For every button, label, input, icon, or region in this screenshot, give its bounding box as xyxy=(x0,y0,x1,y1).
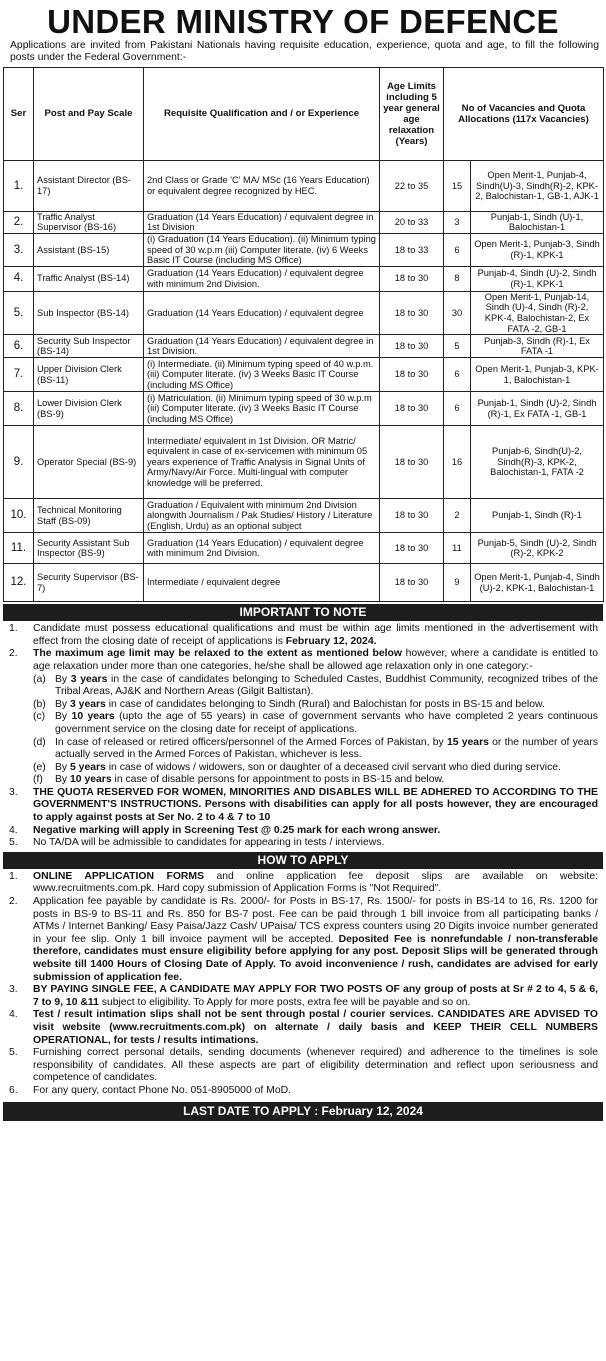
table-row xyxy=(4,358,604,392)
note-subitem: (d) In case of released or retired officers/personnel of the Armed Forces of Pakistan, by 15 years or the number of years actually served in the Armed Forces of Pakistan, whichever is less. xyxy=(33,736,598,761)
row-vacancy-count: 8 xyxy=(444,266,471,291)
row-serial: 4. xyxy=(4,266,34,291)
note-item: 2. The maximum age limit may be relaxed to the extent as mentioned below however, where a candidate is entitled to age relaxation under more than one categories, he/she shall be allowed age relaxation only in one category:- xyxy=(9,648,599,672)
row-vacancy-count: 2 xyxy=(444,499,471,533)
row-vacancy-count: 11 xyxy=(444,533,471,564)
note-subitem: (a) By 3 years in the case of candidates belonging to Scheduled Castes, Buddhist Community, recognized tribes of the Tribal Areas, AJ&K and Northern Areas (Gilgit Baltistan). xyxy=(33,673,599,698)
apply-item: 6. For any query, contact Phone No. 051-8905000 of MoD. xyxy=(9,1084,291,1096)
how-to-apply-header: HOW TO APPLY xyxy=(3,852,603,869)
row-post: Traffic Analyst (BS-14) xyxy=(34,266,144,291)
header-vacancies: No of Vacancies and Quota Allocations (117x Vacancies) xyxy=(444,67,604,160)
row-post: Lower Division Clerk (BS-9) xyxy=(34,392,144,426)
row-age-limit: 18 to 30 xyxy=(380,266,444,291)
row-vacancy-count: 5 xyxy=(444,335,471,358)
how-to-apply-list xyxy=(3,869,603,1100)
apply-item: 4. Test / result intimation slips shall not be sent through postal / courier services. CANDIDATES ARE ADVISED TO visit website (www.recruitments.com.pk) on alternate / daily basis and KEEP THEIR CELL NUMBERS OPERATIONAL, for tests / results intimations. xyxy=(9,1009,598,1046)
table-row xyxy=(4,564,604,602)
apply-item: 1. ONLINE APPLICATION FORMS and online application fee deposit slips are available on website: www.recruitments.com.pk. Hard copy submission of Application Forms is "Not Required". xyxy=(9,870,598,895)
row-post: Operator Special (BS-9) xyxy=(34,426,144,499)
row-age-limit: 18 to 30 xyxy=(380,335,444,358)
row-quota: Open Merit-1, Punjab-14, Sindh (U)-4, Sindh (R)-2, KPK-4, Balochistan-2, Ex FATA -2, GB-1 xyxy=(471,291,604,334)
table-row xyxy=(4,499,604,533)
row-quota: Open Merit-1, Punjab-3, Sindh (R)-1, KPK-1 xyxy=(471,234,604,267)
page-title: UNDER MINISTRY OF DEFENCE xyxy=(47,3,559,40)
row-vacancy-count: 30 xyxy=(444,291,471,334)
row-age-limit: 20 to 33 xyxy=(380,211,444,233)
apply-item: 2. Application fee payable by candidate is Rs. 2000/- for Posts in BS-17, Rs. 1500/- for posts in BS-14 to 16, Rs. 1200 for posts in BS-9 to BS-11 and Rs. 850 for BS-7 post. Fee can be paid through 1 bill invoice from all participating banks / ATMs / Internet Banking/ Easy Paisa/Jazz Cash/ UPaisa/ TCS express counters using 20 Digits invoice number generated in your fee slip. Only 1 bill invoice payment will be accepted. Deposited Fee is nonrefundable / non-transferable therefore, candidates must ensure eligibility before applying for any post. Deposit Slips will be generated through website till 1400 Hours of Closing Date of Apply. To avoid inconvenience / rush, candidates are advised for early submission of application fee. xyxy=(9,896,598,983)
row-post: Traffic Analyst Supervisor (BS-16) xyxy=(34,211,144,233)
row-quota: Open Merit-1, Punjab-3, KPK-1, Balochistan-1 xyxy=(471,358,604,392)
vacancies-table xyxy=(3,67,604,602)
row-serial: 3. xyxy=(4,234,34,267)
row-serial: 12. xyxy=(4,564,34,602)
row-post: Security Sub Inspector (BS-14) xyxy=(34,335,144,358)
important-header: IMPORTANT TO NOTE xyxy=(3,604,603,621)
note-item: 3. THE QUOTA RESERVED FOR WOMEN, MINORITIES AND DISABLES WILL BE ADHERED TO ACCORDING TO THE GOVERNMENT'S INSTRUCTIONS. Persons with disabilities can apply for all posts however, they are encouraged to apply against posts at Ser No. 2 to 4 & 7 to 10 xyxy=(9,786,598,824)
row-serial: 1. xyxy=(4,160,34,211)
note-subitem: (c) By 10 years (upto the age of 55 years) in case of government servants who have completed 2 years continuous government service on the closing date for receipt of applications. xyxy=(33,711,599,735)
row-serial: 6. xyxy=(4,335,34,358)
table-header-row xyxy=(4,67,604,160)
row-qualification: Graduation (14 Years Education) / equivalent degree with minimum 2nd Division. xyxy=(144,266,380,291)
row-vacancy-count: 16 xyxy=(444,426,471,499)
row-age-limit: 18 to 30 xyxy=(380,392,444,426)
row-serial: 5. xyxy=(4,291,34,334)
row-quota: Punjab-1, Sindh (R)-1 xyxy=(471,499,604,533)
intro-text: Applications are invited from Pakistani Nationals having requisite education, experience, quota and age, to fill the following posts under the Federal Government:- xyxy=(10,40,599,64)
important-notes xyxy=(3,621,603,852)
row-qualification: Graduation (14 Years Education) / equivalent degree in 1st Division xyxy=(144,211,380,233)
row-serial: 11. xyxy=(4,533,34,564)
last-date-banner: LAST DATE TO APPLY : February 12, 2024 xyxy=(3,1102,603,1121)
row-qualification: Intermediate / equivalent degree xyxy=(144,564,380,602)
row-quota: Punjab-1, Sindh (U)-1, Balochistan-1 xyxy=(471,211,604,233)
row-serial: 9. xyxy=(4,426,34,499)
row-qualification: Graduation / Equivalent with minimum 2nd Division alongwith Journalism / Pak Studies/ History / Literature (English, Urdu) as an optional subject xyxy=(144,499,380,533)
table-row xyxy=(4,211,604,233)
row-age-limit: 18 to 30 xyxy=(380,564,444,602)
row-qualification: 2nd Class or Grade 'C' MA/ MSc (16 Years Education) or equivalent degree recognized by HEC. xyxy=(144,160,380,211)
row-post: Assistant Director (BS-17) xyxy=(34,160,144,211)
header-post: Post and Pay Scale xyxy=(34,67,144,160)
row-serial: 8. xyxy=(4,392,34,426)
header-qualification: Requisite Qualification and / or Experience xyxy=(144,67,380,160)
note-item: 4. Negative marking will apply in Screening Test @ 0.25 mark for each wrong answer. xyxy=(9,824,441,836)
row-quota: Punjab-3, Sindh (R)-1, Ex FATA -1 xyxy=(471,335,604,358)
note-subitem: (f) By 10 years in case of disable persons for appointment to posts in BS-15 and below. xyxy=(33,774,445,786)
row-age-limit: 18 to 33 xyxy=(380,234,444,267)
row-quota: Open Merit-1, Punjab-4, Sindh(U)-3, Sindh(R)-2, KPK-2, Balochistan-1, GB-1, AJK-1 xyxy=(471,160,604,211)
row-vacancy-count: 3 xyxy=(444,211,471,233)
note-subitem: (e) By 5 years in case of widows / widowers, son or daughter of a deceased civil servant who died during service. xyxy=(33,761,561,773)
row-age-limit: 18 to 30 xyxy=(380,426,444,499)
table-row xyxy=(4,291,604,334)
table-row xyxy=(4,392,604,426)
header-ser: Ser xyxy=(4,67,34,160)
header-age: Age Limits including 5 year general age relaxation (Years) xyxy=(380,67,444,160)
row-post: Upper Division Clerk (BS-11) xyxy=(34,358,144,392)
row-age-limit: 18 to 30 xyxy=(380,291,444,334)
row-qualification: Intermediate/ equivalent in 1st Division. OR Matric/ equivalent in case of ex-servicemen with minimum 05 years experience of Traffic Analysis in Signal Units of Army/Navy/Air Force. Multi-lingual with computer knowledge will be preferred. xyxy=(144,426,380,499)
row-qualification: Graduation (14 Years Education) / equivalent degree xyxy=(144,291,380,334)
row-serial: 7. xyxy=(4,358,34,392)
row-age-limit: 18 to 30 xyxy=(380,358,444,392)
row-quota: Punjab-4, Sindh (U)-2, Sindh (R)-1, KPK-1 xyxy=(471,266,604,291)
note-item: 1. Candidate must possess educational qualifications and must be within age limits mentioned in the advertisement with effect from the closing date of receipt of applications is February 12, 2024. xyxy=(9,623,598,647)
row-post: Security Assistant Sub Inspector (BS-9) xyxy=(34,533,144,564)
row-serial: 10. xyxy=(4,499,34,533)
row-qualification: Graduation (14 Years Education) / equivalent degree with minimum 2nd Division. xyxy=(144,533,380,564)
row-vacancy-count: 9 xyxy=(444,564,471,602)
row-vacancy-count: 6 xyxy=(444,392,471,426)
row-qualification: (i) Graduation (14 Years Education). (ii) Minimum typing speed of 30 w.p.m (iii) Computer literate. (iv) 6 Weeks Basic IT Course (including MS Office) xyxy=(144,234,380,267)
note-subitem: (b) By 3 years in case of candidates belonging to Sindh (Rural) and Balochistan for posts in BS-15 and below. xyxy=(33,698,545,710)
row-post: Assistant (BS-15) xyxy=(34,234,144,267)
row-serial: 2. xyxy=(4,211,34,233)
row-quota: Punjab-1, Sindh (U)-2, Sindh (R)-1, Ex FATA -1, GB-1 xyxy=(471,392,604,426)
table-row xyxy=(4,160,604,211)
row-qualification: Graduation (14 Years Education) / equivalent degree in 1st Division. xyxy=(144,335,380,358)
row-post: Sub Inspector (BS-14) xyxy=(34,291,144,334)
apply-item: 5. Furnishing correct personal details, sending documents (whenever required) and adherence to the timelines is sole responsibility of candidates. All these aspects are part of eligibility determination and reflect upon seriousness and competence of candidates. xyxy=(9,1047,598,1084)
row-vacancy-count: 6 xyxy=(444,358,471,392)
row-vacancy-count: 6 xyxy=(444,234,471,267)
row-quota: Punjab-5, Sindh (U)-2, Sindh (R)-2, KPK-2 xyxy=(471,533,604,564)
row-age-limit: 18 to 30 xyxy=(380,533,444,564)
table-row xyxy=(4,533,604,564)
row-quota: Punjab-6, Sindh(U)-2, Sindh(R)-3, KPK-2, Balochistan-1, FATA -2 xyxy=(471,426,604,499)
row-post: Security Supervisor (BS-7) xyxy=(34,564,144,602)
row-quota: Open Merit-1, Punjab-4, Sindh (U)-2, KPK-1, Balochistan-1 xyxy=(471,564,604,602)
note-item: 5. No TA/DA will be admissible to candidates for appearing in tests / interviews. xyxy=(9,837,385,849)
row-vacancy-count: 15 xyxy=(444,160,471,211)
table-row xyxy=(4,335,604,358)
row-age-limit: 22 to 35 xyxy=(380,160,444,211)
row-qualification: (i) Matriculation. (ii) Minimum typing speed of 30 w.p.m (iii) Computer literate. (iv) 3 Weeks Basic IT Course (including MS Office) xyxy=(144,392,380,426)
row-post: Technical Monitoring Staff (BS-09) xyxy=(34,499,144,533)
row-age-limit: 18 to 30 xyxy=(380,499,444,533)
table-row xyxy=(4,234,604,267)
table-row xyxy=(4,266,604,291)
apply-item: 3. BY PAYING SINGLE FEE, A CANDIDATE MAY APPLY FOR TWO POSTS OF any group of posts at Sr # 2 to 4, 5 & 6, 7 to 9, 10 &11 subject to eligibility. To Apply for more posts, extra fee will be payable and so on. xyxy=(9,984,598,1008)
row-qualification: (i) Intermediate. (ii) Minimum typing speed of 40 w.p.m. (iii) Computer literate. (iv) 3 Weeks Basic IT Course (including MS Office) xyxy=(144,358,380,392)
table-row xyxy=(4,426,604,499)
